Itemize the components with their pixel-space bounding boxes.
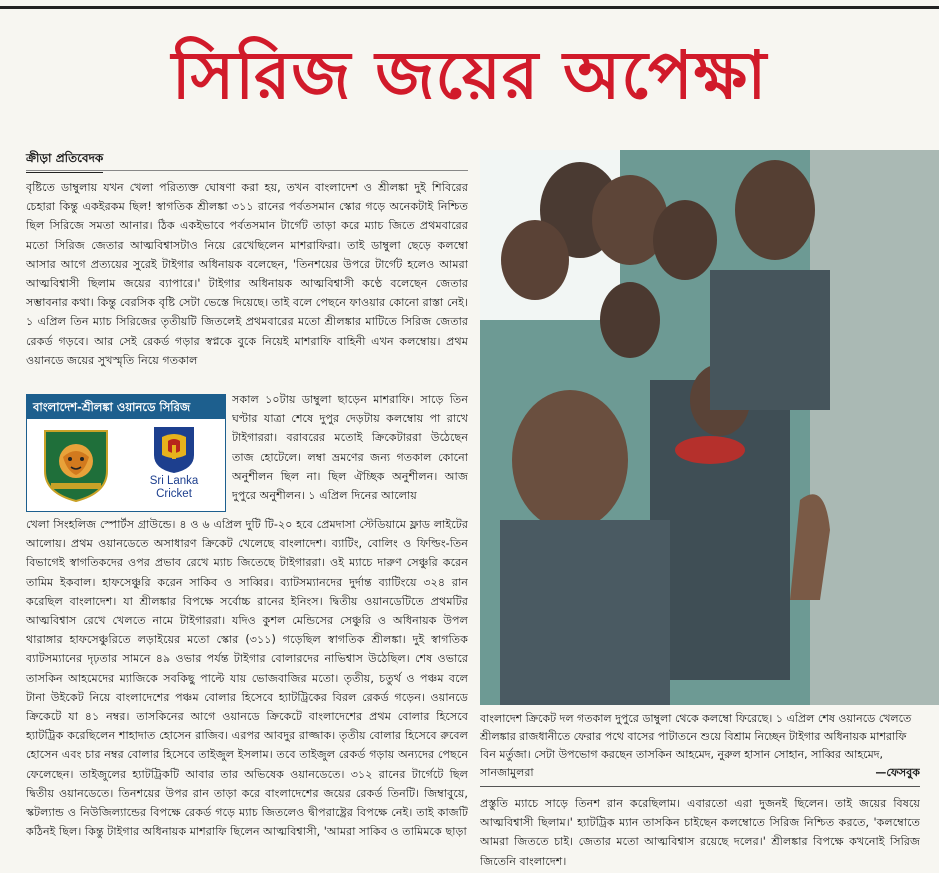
photo-caption xyxy=(480,710,920,782)
byline: ক্রীড়া প্রতিবেদক xyxy=(26,150,103,173)
headline: সিরিজ জয়ের অপেক্ষা xyxy=(171,37,768,114)
series-sidebox xyxy=(26,394,226,512)
article-paragraph-main: খেলা সিংহলিজ স্পোর্টস গ্রাউন্ডে। ৪ ও ৬ এপ্রিল দুটি টি-২০ হবে প্রেমদাসা স্টেডিয়ামে ফ্লাড লাইটের আলোয়। প্রথম ওয়ানডেতে অসাধারণ ক্রিকেট খেলেছে বাংলাদেশ। ব্যাটিং, বোলিং ও ফিল্ডিং-তিন বিভাগেই স্বাগতিকদের ওপর প্রভাব রেখে ম্যাচ জিতেছে টাইগাররা। ওই ম্যাচে দারুণ সেঞ্চুরি করেন তামিম ইকবাল। হাফসেঞ্চুরি করেন সাকিব ও সাব্বির। ব্যাটসম্যানদের দুর্দান্ত ব্যাটিংয়ে ৩২৪ রান করেছিল বাংলাদেশ। যা শ্রীলঙ্কার বিপক্ষে সর্বোচ্চ রানের ইনিংস। দ্বিতীয় ওয়ানডেটিতে প্রথমটির আত্মবিশ্বাস রেখে খেলতে নামে টাইগাররা। যদিও কুশল মেন্ডিসের সেঞ্চুরি ও অধিনায়ক উপল থারাঙ্গার হাফসেঞ্চুরিতে লড়াইয়ের মতো স্কোর (৩১১) গড়েছিল স্বাগতিক শ্রীলঙ্কা। দুই স্বাগতিক ব্যাটসম্যানের দৃঢ়তার সামনে ৪৯ ওভার পর্যন্ত টাইগার বোলারদের নাভিশ্বাস উঠেছিল। শেষ ওভারে তাসকিন আহমেদের ম্যাজিকে সবকিছু পাল্টে যায় ভোজবাজির মতো। তৃতীয়, চতুর্থ ও পঞ্চম বলে টানা উইকেট নিয়ে বাংলাদেশের পঞ্চম বোলার হিসেবে হ্যাটট্রিকের বিরল রেকর্ড গড়েন। ওয়ানডে ক্রিকেটে যা ৪১ নম্বর। তাসকিনের আগে ওয়ানডে ক্রিকেটে বাংলাদেশের প্রথম বোলার হিসেবে হ্যাটট্রিক করেছিলেন শাহাদাত হোসেন রাজিব। এরপর আবদুর রাজ্জাক। তৃতীয় বোলার হিসেবে রুবেল হোসেন এবং চার নম্বর বোলার হিসেবে তাইজুল ইসলাম। তবে তাইজুল রেকর্ড গড়ায় অন্যদের পেছনে ফেলেছেন। তাইজুলের হ্যাটট্রিকটি আবার তার অভিষেক ওয়ানডেতে। ৩১২ রানের টার্গেটে ছিল দ্বিতীয় ওয়ানডেতে। তিনশয়ের উপর রান তাড়া করে বাংলাদেশের জয়ের রেকর্ড তিনটি। জিম্বাবুয়ে, স্কটল্যান্ড ও নিউজিল্যান্ডের বিপক্ষে রেকর্ড গড়ে ম্যাচ জিতলেও দ্বীপরাষ্ট্রের বিপক্ষে নেই। তাই কাজটি কঠিনই ছিল। কিন্তু টাইগার অধিনায়ক মাশরাফি ছিলেন আত্মবিশ্বাসী, 'আমরা সাকিব ও তামিমকে ছাড়া xyxy=(26,518,468,839)
sidebox-title: বাংলাদেশ-শ্রীলঙ্কা ওয়ানডে সিরিজ xyxy=(27,395,225,419)
caption-divider xyxy=(480,786,920,787)
article-paragraph-side: সকাল ১০টায় ডাম্বুলা ছাড়েন মাশরাফি। সাড়ে তিন ঘণ্টার যাত্রা শেষে দুপুর দেড়টায় কলম্বোয় পা রাখে টাইগাররা। বরাবরের মতোই ক্রিকেটাররা উঠেছেন তাজ হোটেলে। লম্বা ভ্রমণের জন্য গতকাল কোনো অনুশীলন ছিল না। ছিল ঐচ্ছিক অনুশীলন। আজ দুপুরে অনুশীলন। ১ এপ্রিল দিনের আলোয় xyxy=(232,393,468,503)
byline-divider xyxy=(26,170,468,171)
sri-lanka-cricket-logo-icon xyxy=(131,425,217,505)
top-rule xyxy=(0,6,939,9)
team-bus-photo xyxy=(480,150,939,705)
photo-caption-text: বাংলাদেশ ক্রিকেট দল গতকাল দুপুরে ডাম্বুলা থেকে কলম্বো ফিরেছে। ১ এপ্রিল শেষ ওয়ানডে খেলতে শ্রীলঙ্কার রাজধানীতে ফেরার পথে বাসের পাটাতনে শুয়ে বিশ্রাম নিচ্ছেন টাইগার অধিনায়ক মাশরাফি বিন মর্তুজা। সেটা উপভোগ করছেন তাসকিন আহমেদ, নুরুল হাসান সোহান, সাব্বির আহমেদ, সানজামুলরা xyxy=(480,712,912,779)
article-paragraph-right: প্রস্তুতি ম্যাচে সাড়ে তিনশ রান করেছিলাম। এবারতো এরা দুজনই ছিলেন। তাই জয়ের বিষয়ে আত্মবিশ্বাসী ছিলাম।' হ্যাটট্রিক ম্যান তাসকিন চাইছেন কলম্বোতে সিরিজ নিশ্চিত করতে, 'কলম্বোতে আমরা জিততে চাই। জেতার মতো আত্মবিশ্বাস রয়েছে দলের।' শ্রীলঙ্কার বিপক্ষে কখনোই সিরিজ জিতেনি বাংলাদেশ। xyxy=(480,797,920,868)
article-paragraph-intro: বৃষ্টিতে ডাম্বুলায় যখন খেলা পরিত্যক্ত ঘোষণা করা হয়, তখন বাংলাদেশ ও শ্রীলঙ্কা দুই শিবিরের চেহারা কিন্তু একইরকম ছিল! স্বাগতিক শ্রীলঙ্কা ৩১১ রানের পর্বতসমান স্কোর গড়ে অনেকটাই নিশ্চিত ছিল সিরিজে সমতা আনার। ঠিক একইভাবে পর্বতসমান টার্গেট তাড়া করে ম্যাচ জিতে প্রথমবারের মতো সিরিজ জেতার আত্মবিশ্বাসটাও নিয়ে রেখেছিলেন মাশরাফিরা। তাই ডাম্বুলা ছেড়ে কলম্বো আসার আগে প্রত্যয়ের সুরেই টাইগার অধিনায়ক বলেছেন, 'তিনশয়ের উপরে টার্গেট হলেও আমরা আত্মবিশ্বাসী ছিলাম জয়ের ব্যাপারে।' টাইগার অধিনায়ক আত্মবিশ্বাসী কণ্ঠে বলেছেন জেতার সম্ভাবনার কথা। কিন্তু বেরসিক বৃষ্টি সেটা ভেস্তে দিয়েছে। তাই বলে পেছনে ফাওয়ার কোনো রাস্তা নেই। ১ এপ্রিল তিন ম্যাচ সিরিজের তৃতীয়টি জিতলেই প্রথমবারের মতো শ্রীলঙ্কার মাটিতে সিরিজ জেতার রেকর্ড গড়বে। আর সেই রেকর্ড গড়ার স্বপ্নকে বুকে নিয়েই মাশরাফি বাহিনী এখন কলম্বোয়। প্রথম ওয়ানডে জয়ের সুখস্মৃতি নিয়ে গতকাল xyxy=(26,181,468,367)
photo-credit: —ফেসবুক xyxy=(875,766,920,779)
bangladesh-cricket-board-logo-icon xyxy=(37,425,115,505)
sri-lanka-cricket-wordmark: Sri Lanka Cricket xyxy=(149,475,199,500)
